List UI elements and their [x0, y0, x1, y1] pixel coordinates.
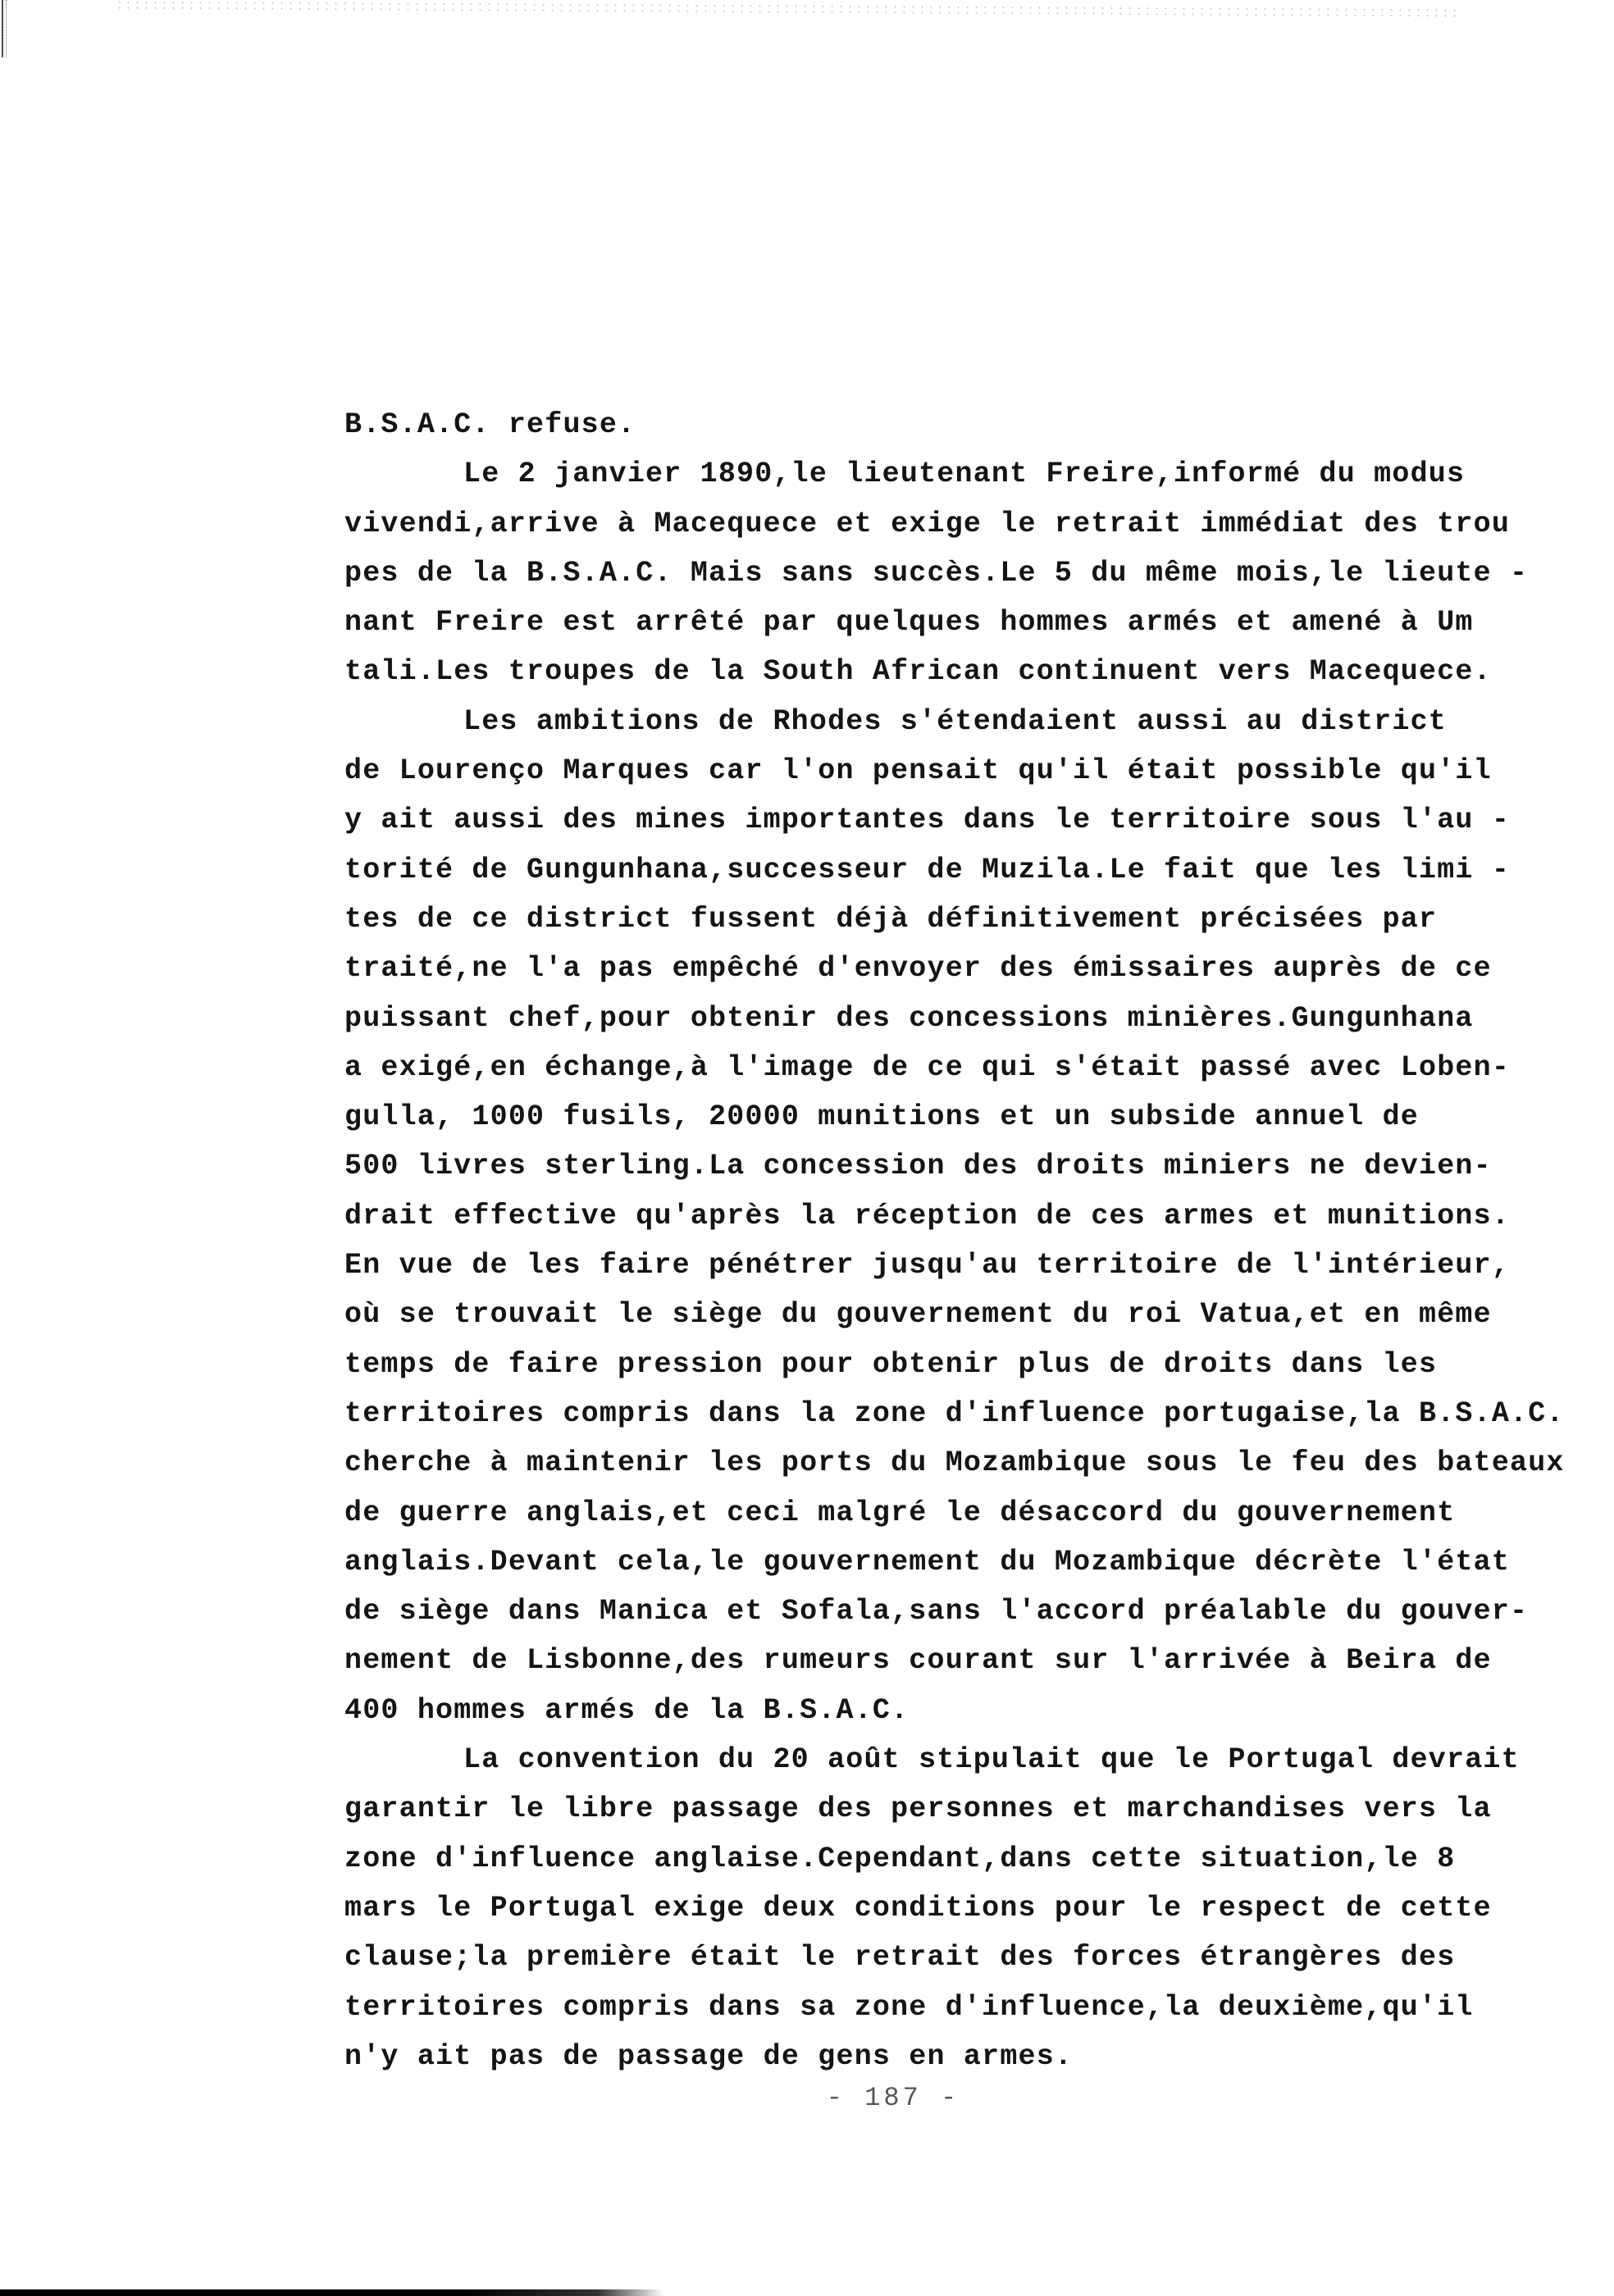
text-line: drait effective qu'après la réception de ces armes et munitions. — [344, 1199, 1511, 1232]
text-line: clause;la première était le retrait des forces étrangères des — [344, 1941, 1456, 1975]
text-line: où se trouvait le siège du gouvernement du roi Vatua,et en même — [344, 1298, 1492, 1332]
text-line: garantir le libre passage des personnes et marchandises vers la — [344, 1793, 1492, 1826]
text-line: tes de ce district fussent déjà définitivement précisées par — [344, 902, 1438, 936]
text-line: nant Freire est arrêté par quelques hommes armés et amené à Um — [344, 606, 1474, 640]
body-text — [344, 400, 1565, 2081]
text-line: de Lourenço Marques car l'on pensait qu'il était possible qu'il — [344, 754, 1492, 788]
text-line: En vue de les faire pénétrer jusqu'au territoire de l'intérieur, — [344, 1249, 1511, 1282]
text-line: La convention du 20 août stipulait que le Portugal devrait — [463, 1743, 1520, 1777]
text-line: torité de Gungunhana,successeur de Muzila.Le fait que les limi - — [344, 853, 1511, 886]
text-line: Les ambitions de Rhodes s'étendaient aussi au district — [463, 704, 1447, 738]
text-line: puissant chef,pour obtenir des concessions minières.Gungunhana — [344, 1001, 1474, 1035]
text-line: territoires compris dans sa zone d'influence,la deuxième,qu'il — [344, 1990, 1474, 2024]
text-line: anglais.Devant cela,le gouvernement du Mozambique décrète l'état — [344, 1545, 1511, 1578]
scan-top-noise — [115, 0, 1460, 19]
text-line: nement de Lisbonne,des rumeurs courant sur l'arrivée à Beira de — [344, 1644, 1492, 1678]
text-line: temps de faire pression pour obtenir plus de droits dans les — [344, 1347, 1438, 1381]
text-line: 400 hommes armés de la B.S.A.C. — [344, 1693, 910, 1727]
text-line: mars le Portugal exige deux conditions pour le respect de cette — [344, 1891, 1492, 1925]
text-line: tali.Les troupes de la South African continuent vers Macequece. — [344, 655, 1492, 689]
page-number: - 187 - — [826, 2083, 960, 2113]
scan-bottom-edge-artifact — [0, 2289, 664, 2296]
text-line: pes de la B.S.A.C. Mais sans succès.Le 5 du même mois,le lieute - — [344, 556, 1529, 590]
text-line: gulla, 1000 fusils, 20000 munitions et un subside annuel de — [344, 1100, 1420, 1134]
scan-edge-artifact — [2, 0, 7, 57]
text-line: zone d'influence anglaise.Cependant,dans cette situation,le 8 — [344, 1842, 1456, 1875]
text-line: Le 2 janvier 1890,le lieutenant Freire,informé du modus — [463, 458, 1466, 491]
text-line: 500 livres sterling.La concession des droits miniers ne devien- — [344, 1150, 1492, 1183]
text-line: traité,ne l'a pas empêché d'envoyer des émissaires auprès de ce — [344, 952, 1492, 986]
text-line: n'y ait pas de passage de gens en armes. — [344, 2039, 1074, 2073]
text-line: vivendi,arrive à Macequece et exige le retrait immédiat des trou — [344, 507, 1511, 540]
text-line: cherche à maintenir les ports du Mozambique sous le feu des bateaux — [344, 1446, 1565, 1480]
text-line: y ait aussi des mines importantes dans le territoire sous l'au - — [344, 804, 1511, 837]
text-line: de guerre anglais,et ceci malgré le désaccord du gouvernement — [344, 1496, 1456, 1529]
text-line: de siège dans Manica et Sofala,sans l'accord préalable du gouver- — [344, 1595, 1529, 1629]
text-line: territoires compris dans la zone d'influence portugaise,la B.S.A.C. — [344, 1396, 1565, 1430]
text-line: a exigé,en échange,à l'image de ce qui s'était passé avec Loben- — [344, 1050, 1511, 1084]
text-line: B.S.A.C. refuse. — [344, 408, 636, 441]
